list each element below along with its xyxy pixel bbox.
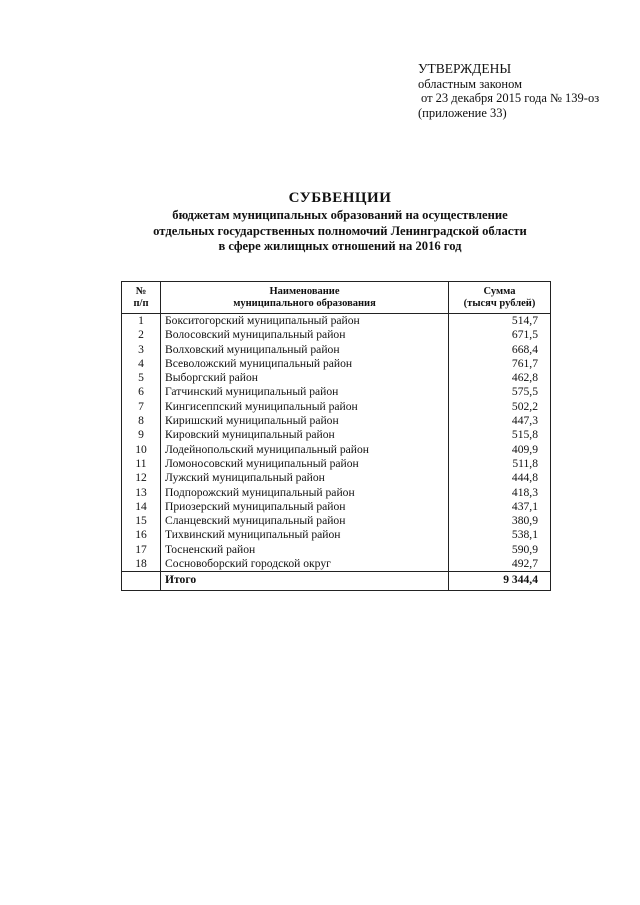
document-subtitle-line: в сфере жилищных отношений на 2016 год <box>218 239 462 253</box>
row-sum: 418,3 <box>511 485 538 499</box>
table-row <box>122 371 551 385</box>
row-name: Волховский муниципальный район <box>161 343 449 357</box>
row-number: 5 <box>122 371 161 385</box>
table-row <box>122 385 551 399</box>
row-sum: 502,2 <box>511 399 538 413</box>
table-row <box>122 486 551 500</box>
row-sum: 462,8 <box>511 371 538 385</box>
approval-stamp <box>418 62 628 120</box>
table-row <box>122 471 551 485</box>
row-name: Тихвинский муниципальный район <box>161 528 449 542</box>
row-number: 2 <box>122 328 161 342</box>
table-row <box>122 528 551 542</box>
row-number: 15 <box>122 514 161 528</box>
approval-law: областным законом <box>418 76 523 91</box>
row-number: 9 <box>122 428 161 442</box>
row-name: Кировский муниципальный район <box>161 428 449 442</box>
row-name: Бокситогорский муниципальный район <box>161 314 449 329</box>
table-row <box>122 543 551 557</box>
row-name: Лодейнопольский муниципальный район <box>161 443 449 457</box>
row-sum: 492,7 <box>511 557 538 571</box>
row-number: 13 <box>122 486 161 500</box>
row-name: Киришский муниципальный район <box>161 414 449 428</box>
row-name: Ломоносовский муниципальный район <box>161 457 449 471</box>
row-sum: 761,7 <box>511 356 538 370</box>
document-title: СУБВЕНЦИИ <box>288 190 392 206</box>
approval-date: от 23 декабря 2015 года № 139-оз <box>421 91 600 105</box>
row-name: Гатчинский муниципальный район <box>161 385 449 399</box>
row-sum: 380,9 <box>511 514 538 528</box>
subventions-table <box>121 281 551 591</box>
table-total-row <box>122 572 551 590</box>
row-name: Всеволожский муниципальный район <box>161 357 449 371</box>
table-row <box>122 414 551 428</box>
row-number: 17 <box>122 543 161 557</box>
row-number: 8 <box>122 414 161 428</box>
total-label: Итого <box>161 572 449 590</box>
row-sum: 668,4 <box>511 342 538 356</box>
row-number: 11 <box>122 457 161 471</box>
row-number: 6 <box>122 385 161 399</box>
row-number: 14 <box>122 500 161 514</box>
row-sum: 590,9 <box>511 542 538 556</box>
table-row <box>122 500 551 514</box>
row-number: 3 <box>122 343 161 357</box>
row-sum: 447,3 <box>511 414 538 428</box>
row-name: Сосновоборский городской округ <box>161 557 449 572</box>
row-sum: 575,5 <box>511 385 538 399</box>
total-value: 9 344,4 <box>503 573 538 587</box>
approval-title: УТВЕРЖДЕНЫ <box>418 61 512 76</box>
row-name: Лужский муниципальный район <box>161 471 449 485</box>
row-sum: 409,9 <box>511 442 538 456</box>
row-number: 16 <box>122 528 161 542</box>
document-subtitle-line: отдельных государственных полномочий Ленинградской области <box>153 223 527 238</box>
table-row <box>122 557 551 572</box>
table-row <box>122 443 551 457</box>
row-number: 12 <box>122 471 161 485</box>
header-sum: Сумма (тысяч рублей) <box>463 286 536 309</box>
row-number: 1 <box>122 314 161 329</box>
row-name: Кингисеппский муниципальный район <box>161 400 449 414</box>
row-name: Сланцевский муниципальный район <box>161 514 449 528</box>
table-row <box>122 514 551 528</box>
row-name: Приозерский муниципальный район <box>161 500 449 514</box>
row-sum: 515,8 <box>511 428 538 442</box>
row-sum: 671,5 <box>511 328 538 342</box>
row-sum: 538,1 <box>511 528 538 542</box>
row-name: Подпорожский муниципальный район <box>161 486 449 500</box>
table-row <box>122 328 551 342</box>
document-heading <box>110 189 570 255</box>
table-row <box>122 457 551 471</box>
table-header-row <box>122 282 551 314</box>
row-sum: 511,8 <box>512 456 538 470</box>
approval-appendix: (приложение 33) <box>418 105 507 120</box>
table-row <box>122 428 551 442</box>
document-subtitle-line: бюджетам муниципальных образований на осуществление <box>172 208 508 222</box>
row-name: Волосовский муниципальный район <box>161 328 449 342</box>
table-row <box>122 343 551 357</box>
row-name: Тосненский район <box>161 543 449 557</box>
table-row <box>122 357 551 371</box>
table-row <box>122 400 551 414</box>
row-number: 10 <box>122 443 161 457</box>
row-sum: 444,8 <box>511 471 538 485</box>
table-row <box>122 314 551 329</box>
row-sum: 437,1 <box>511 499 538 513</box>
row-number: 7 <box>122 400 161 414</box>
header-number: № п/п <box>122 282 161 314</box>
row-sum: 514,7 <box>511 314 538 327</box>
row-number: 18 <box>122 557 161 572</box>
row-number: 4 <box>122 357 161 371</box>
row-name: Выборгский район <box>161 371 449 385</box>
header-name: Наименование муниципального образования <box>161 282 449 314</box>
